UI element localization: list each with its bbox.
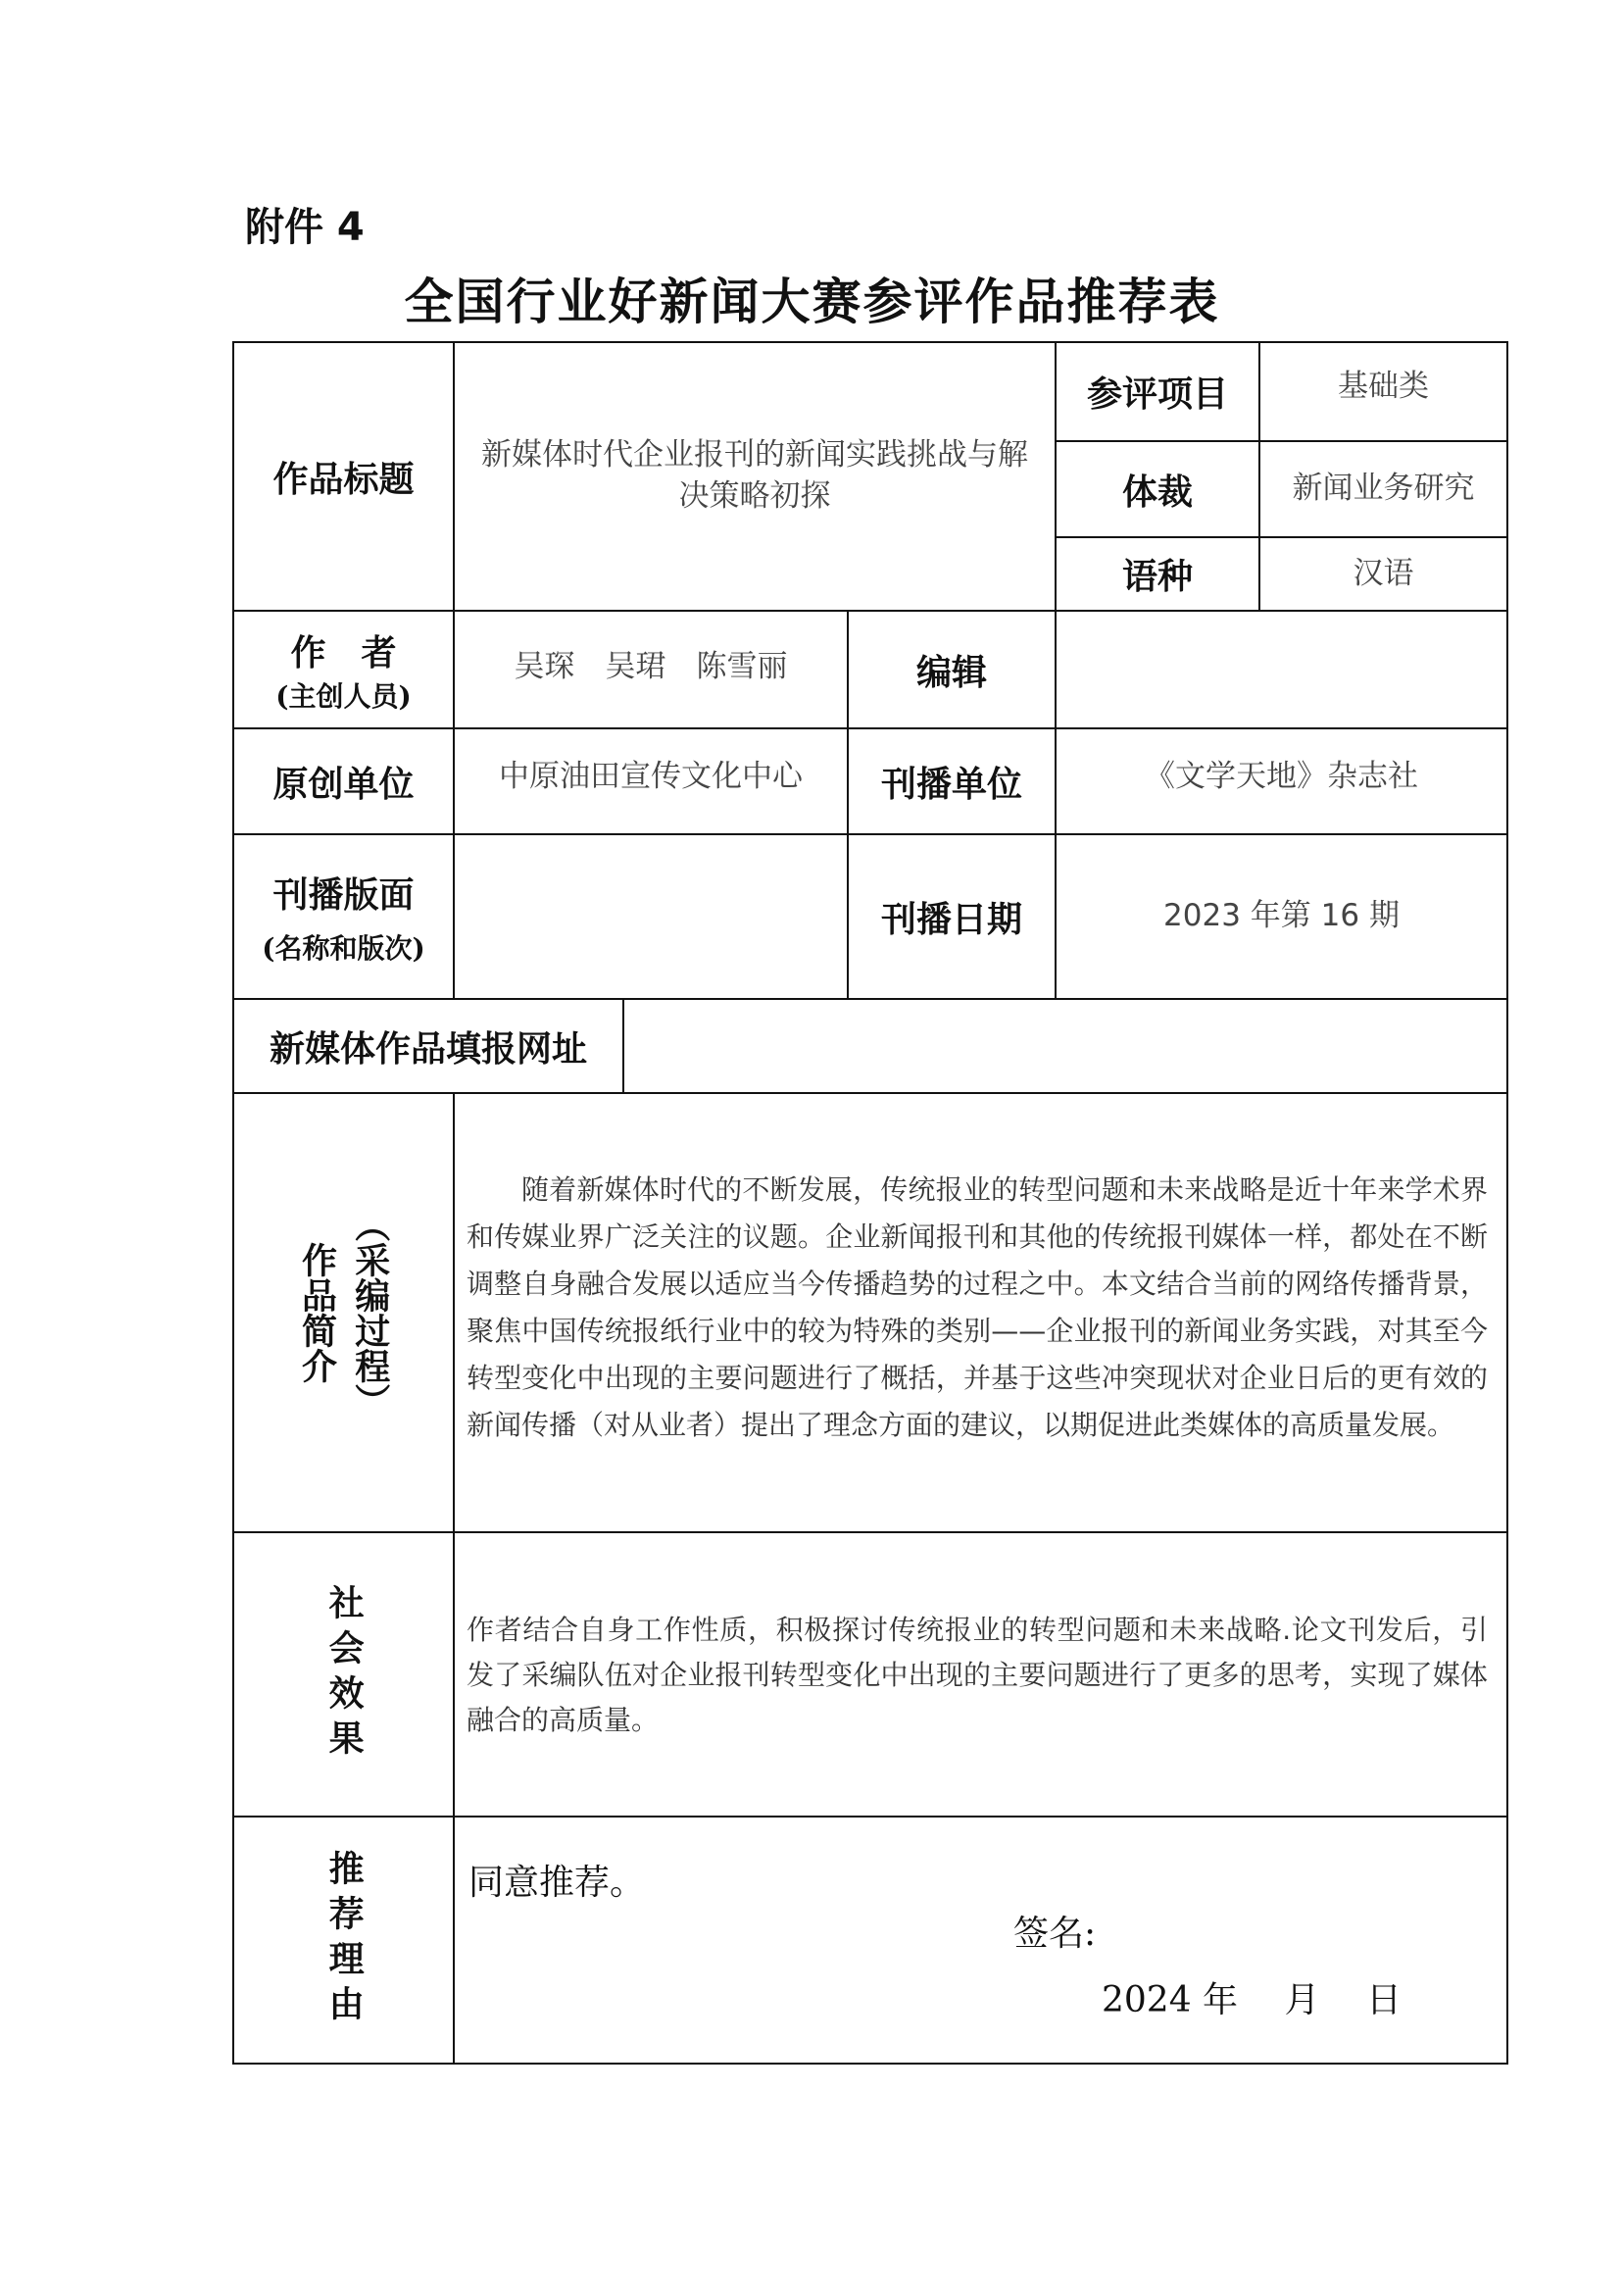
author-label-text: 作 者 <box>290 631 397 673</box>
genre-label: 体裁 <box>1055 440 1260 538</box>
author-label <box>232 610 455 729</box>
origin-unit-value: 中原油田宣传文化中心 <box>453 727 849 835</box>
page-label <box>232 833 455 1000</box>
language-value: 汉语 <box>1258 536 1508 612</box>
date-label: 刊播日期 <box>847 833 1057 1000</box>
category-label: 参评项目 <box>1055 341 1260 442</box>
genre-value: 新闻业务研究 <box>1258 440 1508 538</box>
page-value <box>453 833 849 1000</box>
url-label: 新媒体作品填报网址 <box>232 998 624 1094</box>
authors-value: 吴琛 吴珺 陈雪丽 <box>453 610 849 729</box>
publish-unit-value: 《文学天地》杂志社 <box>1055 727 1508 835</box>
social-effect-text: 作者结合自身工作性质，积极探讨传统报业的转型问题和未来战略.论文刊发后，引发了采编队伍对企业报刊转型变化中出现的主要问题进行了更多的思考，实现了媒体融合的高质量。 <box>467 1614 1488 1736</box>
language-label: 语种 <box>1055 536 1260 612</box>
social-effect-label: 社会效果 <box>232 1531 455 1818</box>
page-sub-label: (名称和版次) <box>262 931 425 965</box>
attachment-label: 附件 4 <box>245 205 365 250</box>
author-sub-label: (主创人员) <box>275 679 412 713</box>
page-label-text: 刊播版面 <box>272 873 415 916</box>
publish-unit-label: 刊播单位 <box>847 727 1057 835</box>
editor-label: 编辑 <box>847 610 1057 729</box>
summary-label-col1: 作品简介 <box>296 1242 338 1383</box>
signature-label: 签名: <box>1013 1914 1097 1954</box>
origin-unit-label: 原创单位 <box>232 727 455 835</box>
category-value: 基础类 <box>1258 341 1508 442</box>
work-title-label: 作品标题 <box>232 341 455 612</box>
summary-label-col2: （采编过程） <box>349 1207 391 1419</box>
summary-text: 随着新媒体时代的不断发展，传统报业的转型问题和未来战略是近十年来学术界和传媒业界广泛关注的议题。企业新闻报刊和其他的传统报刊媒体一样，都处在不断调整自身融合发展以适应当今传播趋势的过程之中。本文结合当前的网络传播背景，聚焦中国传统报纸行业中的较为特殊的类别——企业报刊的新闻业务实践，对其至今转型变化中出现的主要问题进行了概括，并基于这些冲突现状对企业日后的更有效的新闻传播（对从业者）提出了理念方面的建议，以期促进此类媒体的高质量发展。 <box>467 1173 1488 1441</box>
editor-value <box>1055 610 1508 729</box>
signature-date: 2024 年 月 日 <box>1102 1980 1402 2020</box>
reason-cell <box>453 1816 1508 2065</box>
reason-label: 推荐理由 <box>232 1816 455 2065</box>
reason-text: 同意推荐。 <box>468 1863 646 1903</box>
url-value <box>622 998 1508 1094</box>
document-title: 全国行业好新闻大赛参评作品推荐表 <box>404 273 1220 330</box>
date-value: 2023 年第 16 期 <box>1055 833 1508 1000</box>
summary-label <box>232 1092 455 1533</box>
work-title-value: 新媒体时代企业报刊的新闻实践挑战与解决策略初探 <box>453 341 1057 612</box>
